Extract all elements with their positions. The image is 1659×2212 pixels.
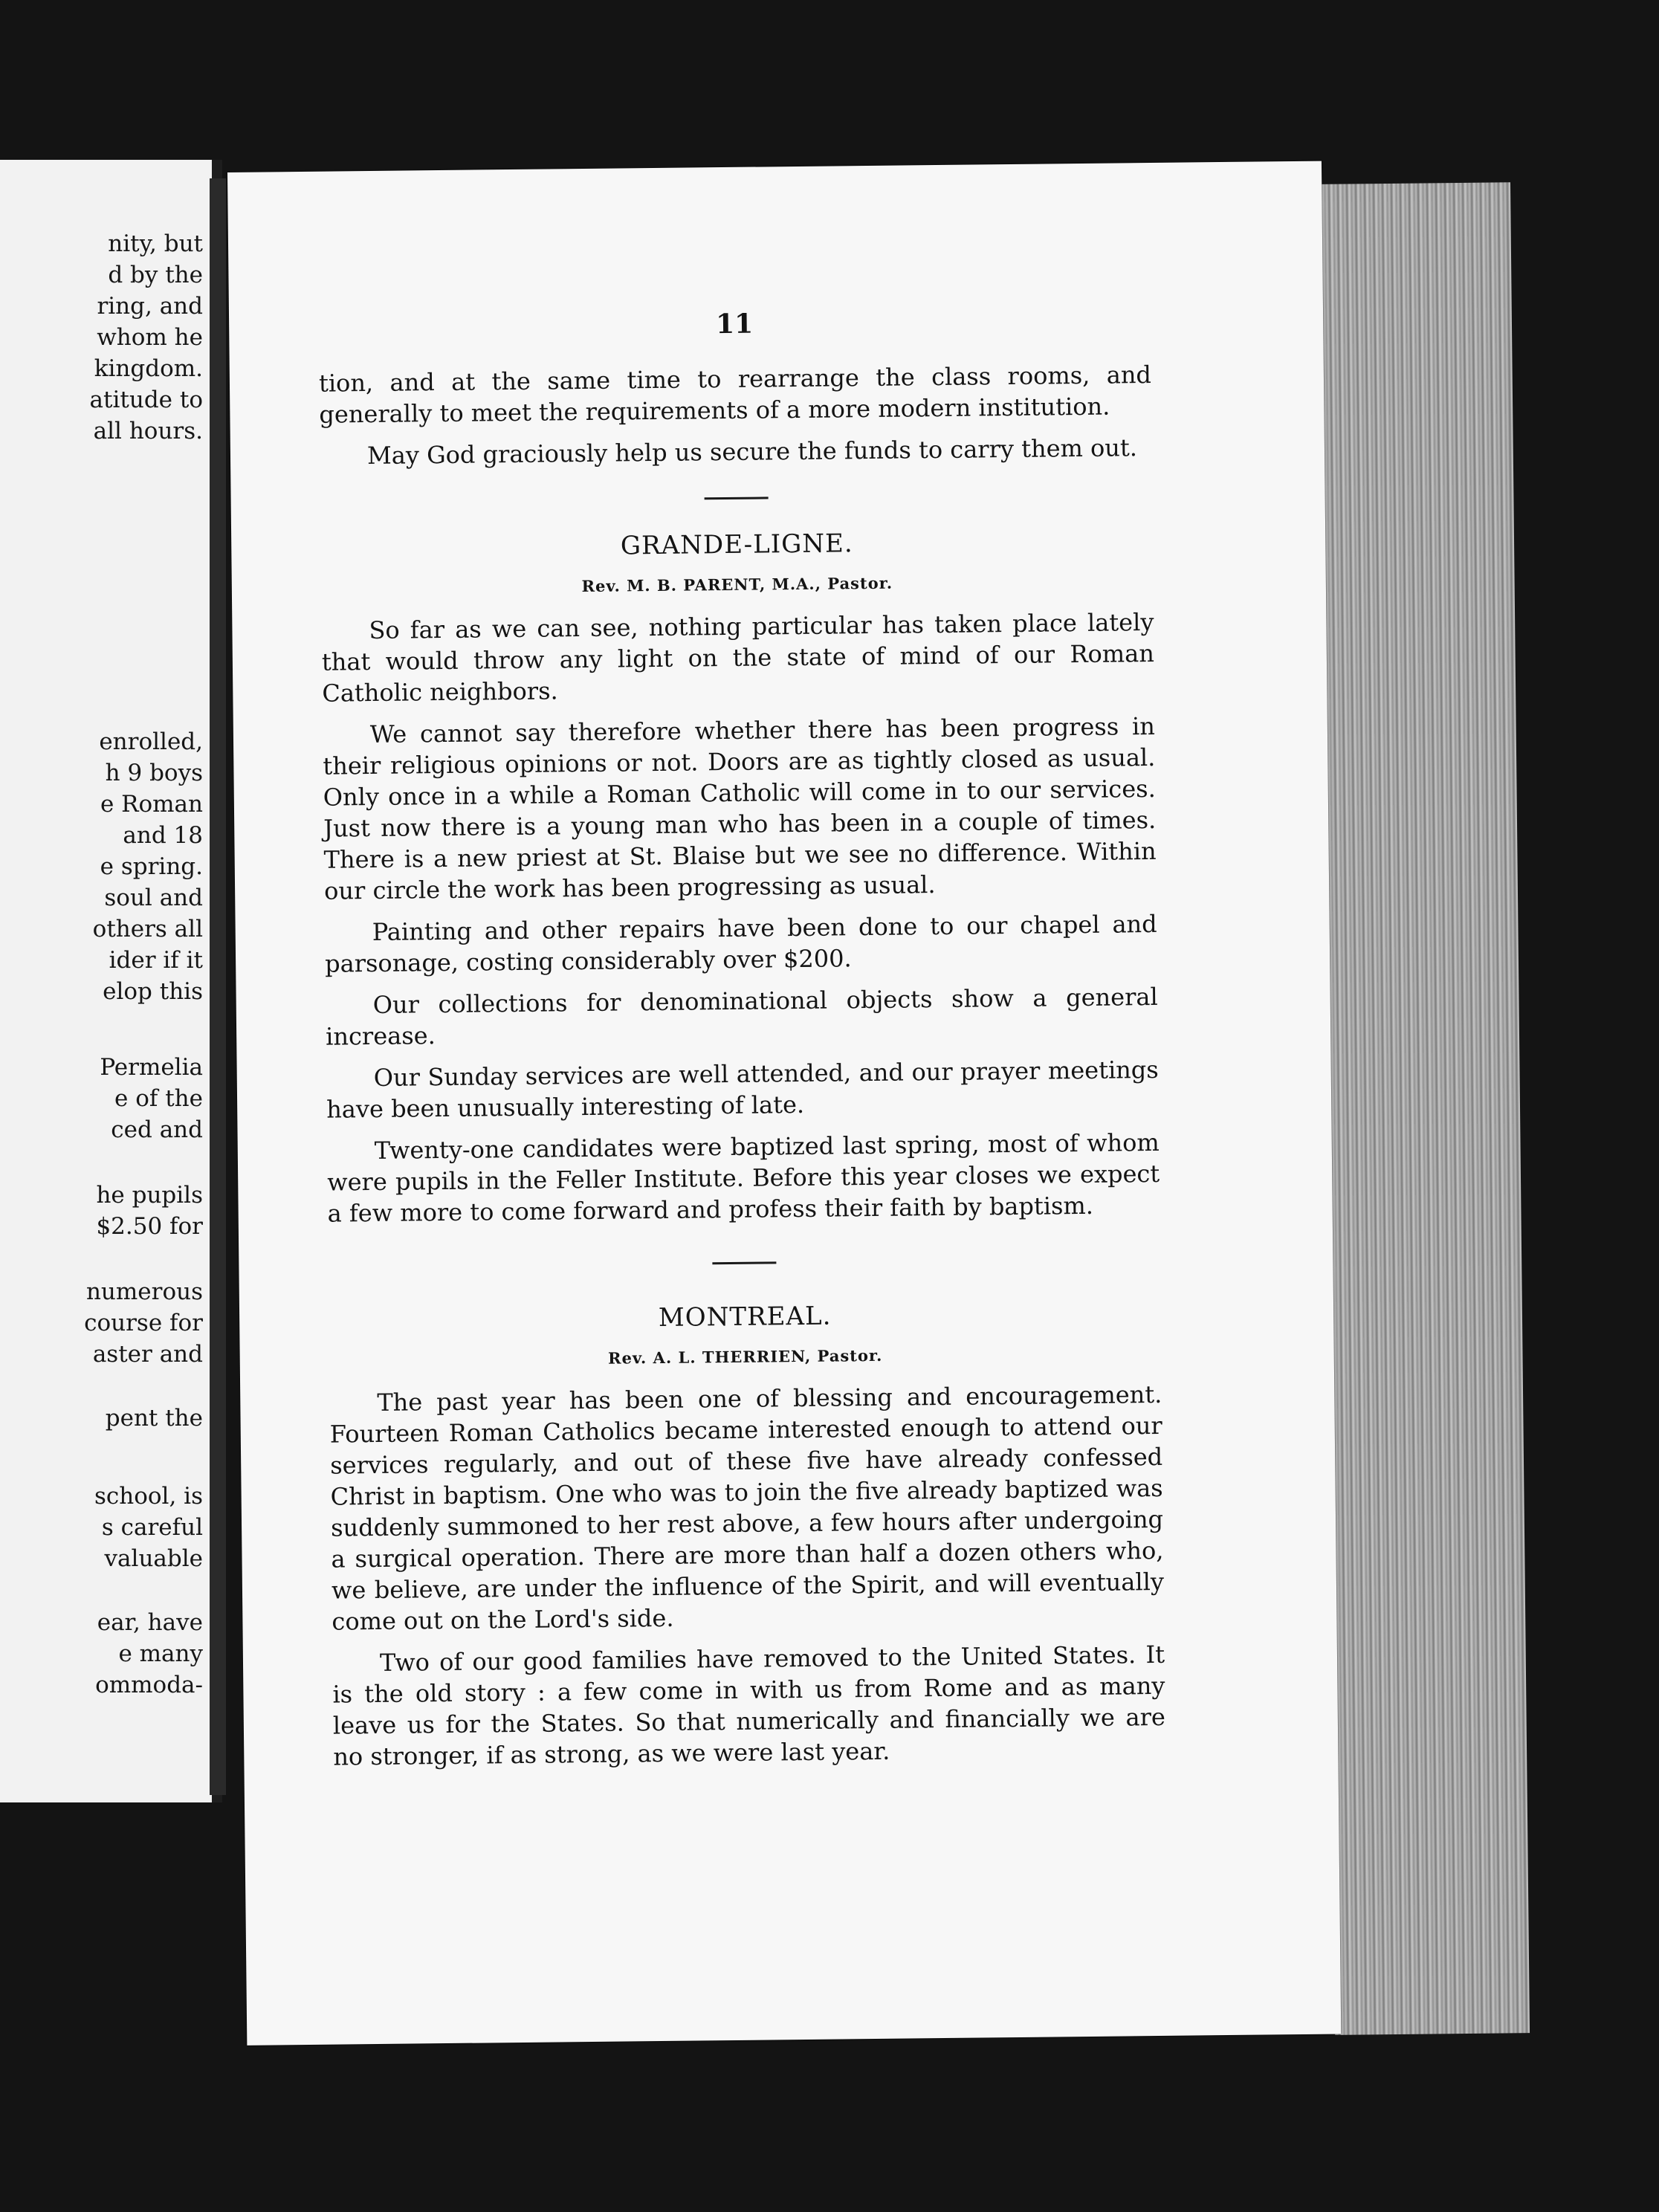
left-page-line: Permelia [100,1054,203,1081]
left-page-line: he pupils [96,1182,203,1209]
pastor-line: Rev. A. L. THERRIEN, Pastor. [607,1345,883,1368]
section-grande-ligne [320,525,1160,1229]
left-page-line: whom he [97,324,203,351]
left-page-line: ced and [111,1116,203,1143]
left-page-line: ear, have [97,1609,203,1636]
left-page-line: e Roman [100,791,203,818]
body-paragraph: We cannot say therefore whether there has been progress in their religious opinions or not. Doors are as tightly closed as usual. Only once in a while a Roman Catholic will come in to our services. Just now there is a young man who has been in a couple of times. There is a new priest at St. Blaise but we see no difference. Within our circle the work has been progressing as usual. [323,711,1157,905]
left-page-line: numerous [85,1278,203,1305]
right-page [227,161,1341,2046]
left-page-line: e of the [114,1085,203,1112]
page-number: 11 [715,308,754,340]
left-page-line: school, is [94,1483,203,1510]
intro-paragraph: May God graciously help us secure the funds to carry them out. [366,433,1138,470]
intro-paragraph: tion, and at the same time to rearrange the class rooms, and generally to meet the requirements of a more modern institution. [318,360,1152,429]
left-page-line: ring, and [97,293,203,320]
left-page-line: and 18 [123,822,203,849]
page-text-block [318,304,1166,1783]
body-paragraph: The past year has been one of blessing and encouragement. Fourteen Roman Catholics became interested enough to attend our services regularly, and out of these five have already confessed Christ in baptism. One who was to join the five already baptized was suddenly summoned to her rest above, a few hours after undergoing a surgical operation. There are more than half a dozen others who, we believe, are under the influence of the Spirit, and will eventually come out on the Lord's side. [329,1380,1165,1636]
left-page-line: soul and [104,885,203,911]
body-paragraph: Our collections for denominational objects show a general increase. [325,982,1158,1051]
left-page-line: all hours. [93,418,203,444]
left-page-line: pent the [105,1405,203,1432]
section-title: GRANDE-LIGNE. [620,528,853,561]
left-page-line: s careful [101,1514,203,1541]
left-page-line: $2.50 for [96,1213,203,1240]
body-paragraph: So far as we can see, nothing particular has taken place lately that would throw any light on the state of mind of our Roman Catholic neighbors. [321,607,1155,708]
left-page-line: d by the [108,262,203,288]
left-page-line: course for [84,1310,203,1336]
left-page-line: others all [92,916,203,942]
body-paragraph: Our Sunday services are well attended, and our prayer meetings have been unusually interesting of late. [326,1055,1159,1124]
body-paragraph: Painting and other repairs have been done to our chapel and parsonage, costing considerably over $200. [324,909,1157,978]
left-page-line: elop this [103,978,203,1005]
left-page-line: nity, but [108,230,203,257]
section-divider [712,1261,776,1264]
body-paragraph: Two of our good families have removed to the United States. It is the old story : a few come in with us from Rome and as many leave us for the States. So that numerically and financially we are no stronger, if as strong, as we were last year. [332,1640,1166,1771]
book-gutter [210,178,226,1795]
section-title: MONTREAL. [658,1301,832,1333]
page-edges [1316,182,1530,2035]
left-page-line: ommoda- [95,1672,203,1698]
left-page-line: kingdom. [94,355,203,382]
left-page-line: ider if it [109,947,203,974]
left-page-line: enrolled, [99,728,203,755]
left-page-line: aster and [92,1341,203,1368]
left-page-line: valuable [104,1545,203,1572]
section-montreal [329,1297,1166,1773]
left-page-line: h 9 boys [105,760,203,786]
left-page-line: e many [118,1640,203,1667]
body-paragraph: Twenty-one candidates were baptized last spring, most of whom were pupils in the Feller Institute. Before this year closes we expect a few more to come forward and profess their faith by baptism. [327,1128,1160,1228]
left-page-line: atitude to [89,387,203,413]
pastor-line: Rev. M. B. PARENT, M.A., Pastor. [581,573,893,596]
left-page-line: e spring. [100,853,203,880]
section-divider [705,497,769,499]
left-page [0,160,222,1802]
